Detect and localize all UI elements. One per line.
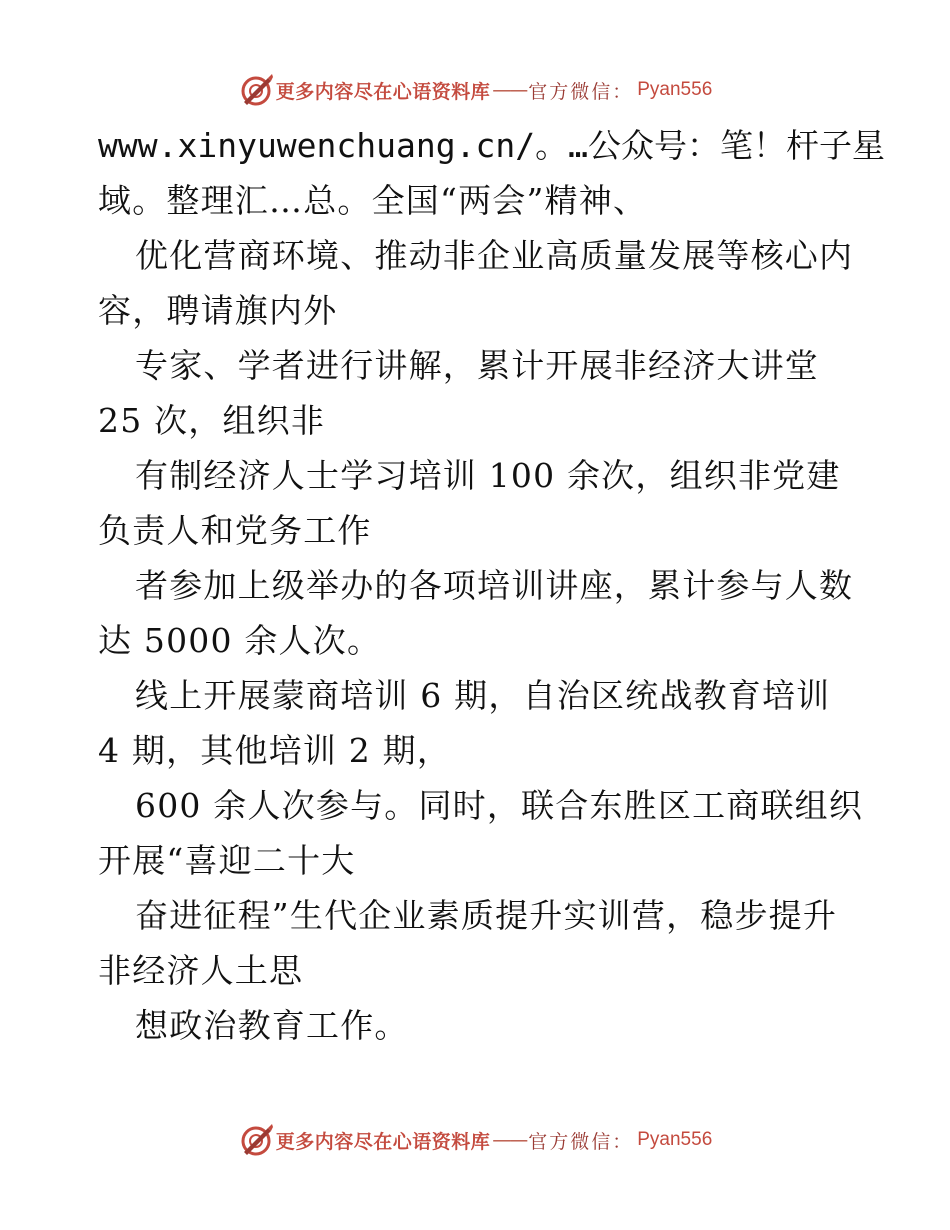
header-banner	[0, 70, 950, 110]
text-line: 优化营商环境、推动非企业高质量发展等核心内	[135, 236, 854, 275]
footer-banner	[0, 1120, 950, 1160]
text-line: 负责人和党务工作	[98, 511, 372, 550]
text-line: 25 次，组织非	[98, 401, 326, 440]
text-line: 想政治教育工作。	[135, 1006, 409, 1045]
text-line: 非经济人土思	[98, 951, 304, 990]
header-wechat-id: Pyan556	[637, 79, 713, 100]
footer-site-text: 更多内容尽在心语资料库	[275, 1130, 491, 1153]
text-line: 600 余人次参与。同时，联合东胜区工商联组织	[135, 786, 864, 825]
pen-circle-logo-icon	[238, 1122, 274, 1158]
text-line: 奋进征程”生代企业素质提升实训营，稳步提升	[135, 896, 838, 935]
text-line: www.xinyuwenchuang.cn/。…公众号：笔！杆子星	[98, 126, 885, 165]
text-line: 达 5000 余人次。	[98, 621, 382, 660]
text-line: 4 期，其他培训 2 期，	[98, 731, 452, 770]
footer-wechat-label: 官方微信：	[528, 1130, 634, 1153]
document-body	[98, 118, 885, 1053]
text-line: 线上开展蒙商培训 6 期，自治区统战教育培训	[135, 676, 831, 715]
text-line: 专家、学者进行讲解，累计开展非经济大讲堂	[135, 346, 819, 385]
text-line: 者参加上级举办的各项培训讲座，累计参与人数	[135, 566, 854, 605]
header-wechat-label: 官方微信：	[528, 80, 634, 103]
footer-wechat-id: Pyan556	[637, 1129, 713, 1150]
footer-dash: ——	[492, 1129, 527, 1151]
header-dash: ——	[492, 79, 527, 101]
text-line: 域。整理汇…总。全国“两会”精神、	[98, 181, 648, 220]
text-line: 有制经济人士学习培训 100 余次，组织非党建	[135, 456, 841, 495]
text-line: 开展“喜迎二十大	[98, 841, 356, 880]
header-site-text: 更多内容尽在心语资料库	[275, 80, 491, 103]
text-line: 容，聘请旗内外	[98, 291, 338, 330]
pen-circle-logo-icon	[238, 72, 274, 108]
